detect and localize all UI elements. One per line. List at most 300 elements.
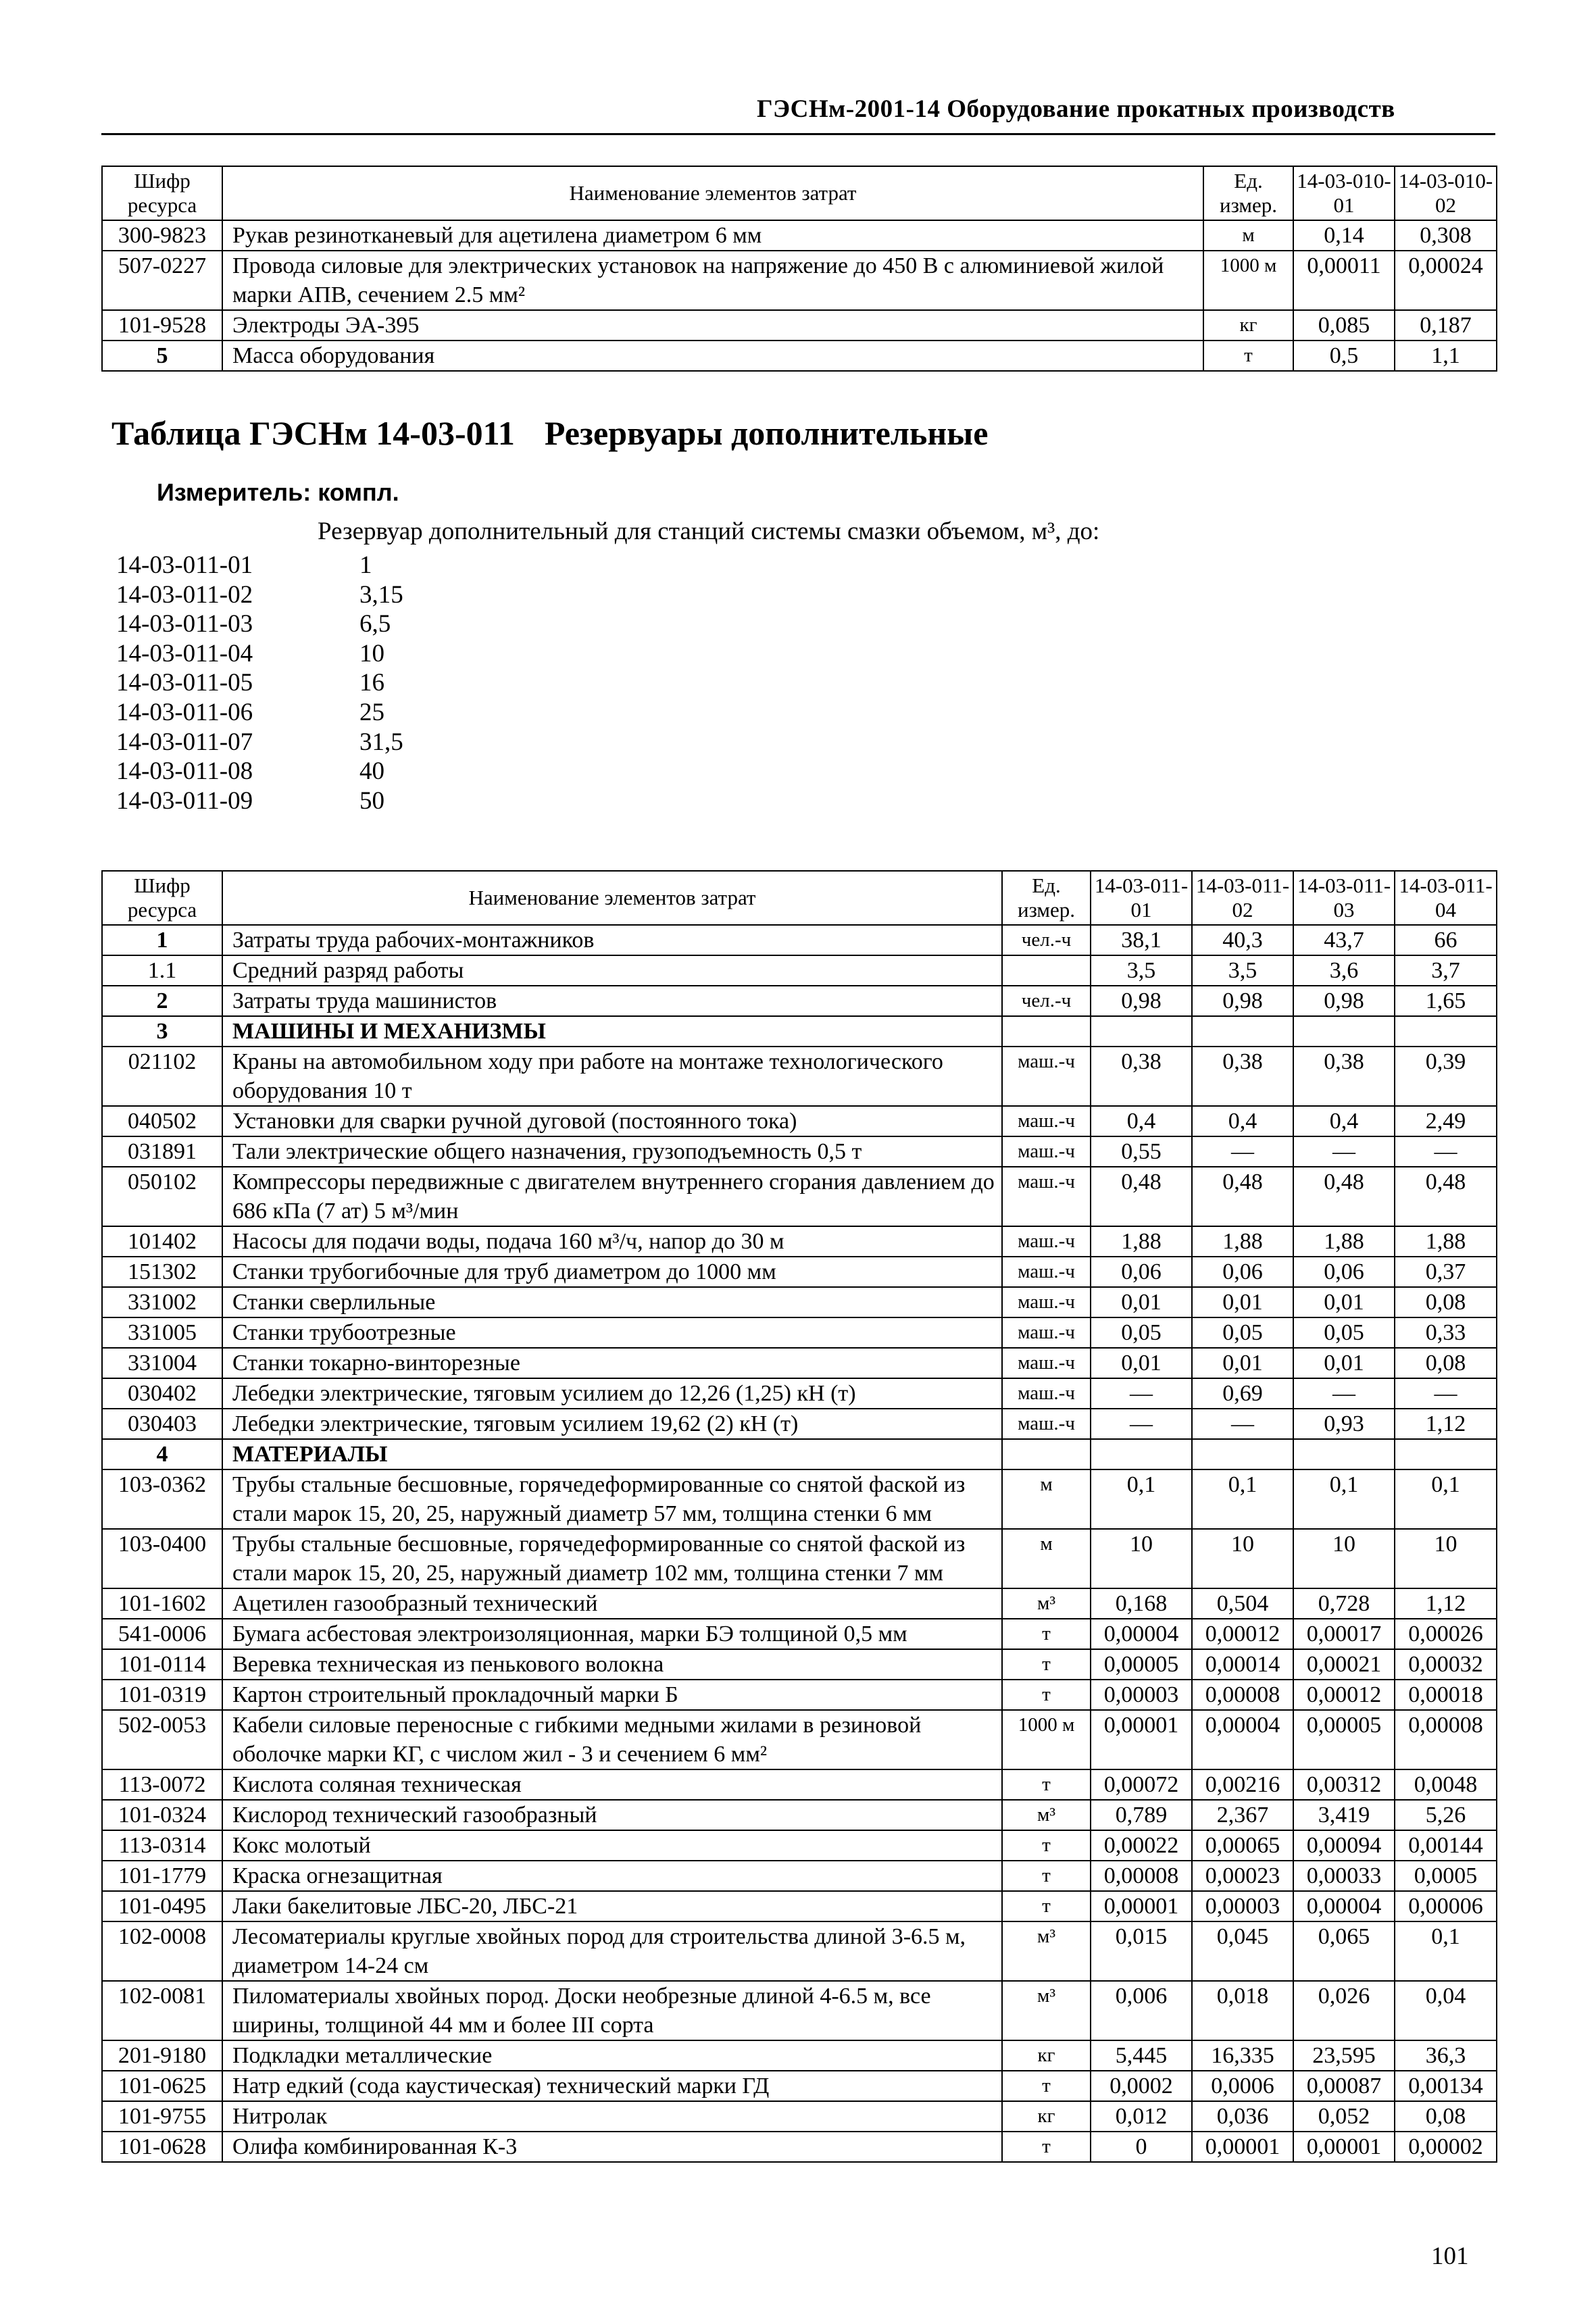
- table-row: [102, 1047, 1497, 1106]
- value-011-03: 3,6: [1293, 955, 1395, 986]
- table-row: [102, 1287, 1497, 1317]
- value-011-01: 0,55: [1091, 1136, 1192, 1167]
- unit: т: [1002, 2132, 1091, 2162]
- value-011-04: 1,12: [1395, 1588, 1497, 1619]
- item-code: 14-03-011-05: [116, 669, 253, 697]
- resource-code: 3: [102, 1016, 222, 1047]
- value-011-02: 40,3: [1192, 925, 1293, 955]
- value-011-04: 2,49: [1395, 1106, 1497, 1136]
- table-title-name: Резервуары дополнительные: [544, 414, 989, 452]
- value-011-03: 0,065: [1293, 1921, 1395, 1981]
- value-011-02: 0,018: [1192, 1981, 1293, 2040]
- resource-code: 101-0319: [102, 1680, 222, 1710]
- unit: т: [1002, 1769, 1091, 1800]
- value-011-01: 0,789: [1091, 1800, 1192, 1830]
- col-header-code: Шифр ресурса: [102, 871, 222, 925]
- resource-code: 031891: [102, 1136, 222, 1167]
- unit: т: [1203, 341, 1293, 371]
- unit: т: [1002, 1680, 1091, 1710]
- unit: 1000 м: [1203, 251, 1293, 310]
- value-011-04: 0,33: [1395, 1317, 1497, 1348]
- value-011-01: 38,1: [1091, 925, 1192, 955]
- value-011-04: 0,00008: [1395, 1710, 1497, 1769]
- value-011-04: 0,00002: [1395, 2132, 1497, 2162]
- value-011-04: 0,00134: [1395, 2071, 1497, 2101]
- resource-name: Станки трубогибочные для труб диаметром до 1000 мм: [222, 1257, 1002, 1287]
- value-011-02: 0,00012: [1192, 1619, 1293, 1649]
- resource-name: Электроды ЭА-395: [222, 310, 1203, 341]
- item-code: 14-03-011-09: [116, 786, 253, 815]
- table-row: [102, 1769, 1497, 1800]
- table-row: [102, 1649, 1497, 1680]
- value-011-04: 0,0005: [1395, 1861, 1497, 1891]
- item-volume: 10: [359, 639, 384, 668]
- value-011-01: 0,00004: [1091, 1619, 1192, 1649]
- value-011-01: 3,5: [1091, 955, 1192, 986]
- resource-name: Насосы для подачи воды, подача 160 м³/ч, напор до 30 м: [222, 1226, 1002, 1257]
- value-011-04: —: [1395, 1136, 1497, 1167]
- unit: кг: [1002, 2040, 1091, 2071]
- resource-code: 1: [102, 925, 222, 955]
- resource-name: Ацетилен газообразный технический: [222, 1588, 1002, 1619]
- resource-code: 300-9823: [102, 220, 222, 251]
- table-row: [102, 1409, 1497, 1439]
- resource-name: Подкладки металлические: [222, 2040, 1002, 2071]
- item-volume: 31,5: [359, 728, 403, 756]
- table-row: [102, 1439, 1497, 1469]
- value-011-03: 3,419: [1293, 1800, 1395, 1830]
- list-item: [116, 551, 403, 580]
- table-row: [102, 220, 1497, 251]
- value-011-01: 0,0002: [1091, 2071, 1192, 2101]
- unit: маш.-ч: [1002, 1317, 1091, 1348]
- table-row: [102, 1016, 1497, 1047]
- resource-name: Кабели силовые переносные с гибкими медными жилами в резиновой оболочке марки КГ, с числом жил - 3 и сечением 6 мм²: [222, 1710, 1002, 1769]
- value-011-02: 0,00001: [1192, 2132, 1293, 2162]
- value-011-04: 0,04: [1395, 1981, 1497, 2040]
- unit: чел.-ч: [1002, 986, 1091, 1016]
- value-011-01: 0,00022: [1091, 1830, 1192, 1861]
- item-volume: 40: [359, 757, 384, 786]
- table-row: [102, 1710, 1497, 1769]
- item-volume: 6,5: [359, 610, 391, 638]
- list-item: [116, 639, 403, 669]
- unit: м³: [1002, 1800, 1091, 1830]
- value-011-03: 0,00312: [1293, 1769, 1395, 1800]
- unit: м³: [1002, 1921, 1091, 1981]
- resource-name: Натр едкий (сода каустическая) технический марки ГД: [222, 2071, 1002, 2101]
- unit: маш.-ч: [1002, 1167, 1091, 1226]
- resource-name: Станки сверлильные: [222, 1287, 1002, 1317]
- value-011-03: 0,728: [1293, 1588, 1395, 1619]
- item-code: 14-03-011-01: [116, 551, 253, 579]
- list-item: [116, 786, 403, 816]
- list-item: [116, 580, 403, 610]
- value-011-01: 0,00003: [1091, 1680, 1192, 1710]
- running-header: ГЭСНм-2001-14 Оборудование прокатных производств: [757, 95, 1395, 123]
- value-011-02: 0,69: [1192, 1378, 1293, 1409]
- resource-name: Рукав резинотканевый для ацетилена диаметром 6 мм: [222, 220, 1203, 251]
- unit: [1002, 1016, 1091, 1047]
- value-011-03: 0,00033: [1293, 1861, 1395, 1891]
- section-description: Резервуар дополнительный для станций системы смазки объемом, м³, до:: [318, 518, 1100, 545]
- unit: 1000 м: [1002, 1710, 1091, 1769]
- value-011-04: 0,37: [1395, 1257, 1497, 1287]
- page-number: 101: [1431, 2242, 1469, 2270]
- unit: м: [1002, 1469, 1091, 1529]
- resource-table-011: [101, 870, 1497, 2163]
- value-011-03: 0,026: [1293, 1981, 1395, 2040]
- resource-code: 4: [102, 1439, 222, 1469]
- col-header-code: Шифр ресурса: [102, 166, 222, 220]
- value-011-01: [1091, 1439, 1192, 1469]
- value-011-01: 0,98: [1091, 986, 1192, 1016]
- value-011-01: 0,01: [1091, 1348, 1192, 1378]
- resource-code: 113-0314: [102, 1830, 222, 1861]
- table-row: [102, 1800, 1497, 1830]
- value-011-04: 0,00006: [1395, 1891, 1497, 1921]
- value-011-04: 1,65: [1395, 986, 1497, 1016]
- value-011-04: 0,1: [1395, 1921, 1497, 1981]
- section-heading: МАШИНЫ И МЕХАНИЗМЫ: [222, 1016, 1002, 1047]
- table-row: [102, 986, 1497, 1016]
- value-011-02: 0,00003: [1192, 1891, 1293, 1921]
- value-011-03: 0,00021: [1293, 1649, 1395, 1680]
- unit: маш.-ч: [1002, 1287, 1091, 1317]
- value-011-01: 0,4: [1091, 1106, 1192, 1136]
- table-row: [102, 1136, 1497, 1167]
- value-011-03: 0,052: [1293, 2101, 1395, 2132]
- item-code: 14-03-011-03: [116, 610, 253, 638]
- col-header-010-01: 14-03-010-01: [1293, 166, 1395, 220]
- value-011-02: 10: [1192, 1529, 1293, 1588]
- value-011-04: 0,0048: [1395, 1769, 1497, 1800]
- value-011-04: [1395, 1439, 1497, 1469]
- item-code: 14-03-011-07: [116, 728, 253, 756]
- value-011-01: 5,445: [1091, 2040, 1192, 2071]
- code-list: [116, 551, 403, 815]
- value-011-03: 0,98: [1293, 986, 1395, 1016]
- item-volume: 16: [359, 669, 384, 697]
- col-header-name: Наименование элементов затрат: [222, 166, 1203, 220]
- unit: т: [1002, 2071, 1091, 2101]
- section-heading: МАТЕРИАЛЫ: [222, 1439, 1002, 1469]
- value-011-03: 0,4: [1293, 1106, 1395, 1136]
- resource-name: Кислота соляная техническая: [222, 1769, 1002, 1800]
- table-row: [102, 955, 1497, 986]
- value-011-02: —: [1192, 1136, 1293, 1167]
- unit: м: [1002, 1529, 1091, 1588]
- resource-name: Веревка техническая из пенькового волокна: [222, 1649, 1002, 1680]
- resource-name: Кокс молотый: [222, 1830, 1002, 1861]
- value-011-01: 0,38: [1091, 1047, 1192, 1106]
- resource-name: Средний разряд работы: [222, 955, 1002, 986]
- value-011-03: 0,00005: [1293, 1710, 1395, 1769]
- value-011-01: 0,012: [1091, 2101, 1192, 2132]
- value-011-02: 0,504: [1192, 1588, 1293, 1619]
- value-011-03: 0,06: [1293, 1257, 1395, 1287]
- resource-code: 102-0081: [102, 1981, 222, 2040]
- table-row: [102, 1317, 1497, 1348]
- unit: маш.-ч: [1002, 1409, 1091, 1439]
- resource-code: 103-0362: [102, 1469, 222, 1529]
- value-011-04: 0,00018: [1395, 1680, 1497, 1710]
- value-011-03: 0,00012: [1293, 1680, 1395, 1710]
- resource-code: 021102: [102, 1047, 222, 1106]
- value-011-03: 43,7: [1293, 925, 1395, 955]
- value-011-04: 0,08: [1395, 1348, 1497, 1378]
- value-011-04: —: [1395, 1378, 1497, 1409]
- header-rule: [101, 133, 1495, 135]
- resource-name: Лаки бакелитовые ЛБС-20, ЛБС-21: [222, 1891, 1002, 1921]
- table-row: [102, 1167, 1497, 1226]
- resource-code: 050102: [102, 1167, 222, 1226]
- table-title: [111, 413, 988, 453]
- resource-name: Тали электрические общего назначения, грузоподъемность 0,5 т: [222, 1136, 1002, 1167]
- col-header-unit: Ед. измер.: [1203, 166, 1293, 220]
- col-header-011-04: 14-03-011-04: [1395, 871, 1497, 925]
- value-010-01: 0,14: [1293, 220, 1395, 251]
- value-011-04: 1,12: [1395, 1409, 1497, 1439]
- value-011-01: 0,00005: [1091, 1649, 1192, 1680]
- resource-name: Затраты труда машинистов: [222, 986, 1002, 1016]
- value-011-03: 0,1: [1293, 1469, 1395, 1529]
- col-header-name: Наименование элементов затрат: [222, 871, 1002, 925]
- value-011-03: 0,00017: [1293, 1619, 1395, 1649]
- value-011-04: 0,08: [1395, 1287, 1497, 1317]
- resource-table-010: [101, 166, 1497, 372]
- value-011-01: 1,88: [1091, 1226, 1192, 1257]
- value-011-01: 0,00072: [1091, 1769, 1192, 1800]
- resource-code: 507-0227: [102, 251, 222, 310]
- value-011-02: 0,00065: [1192, 1830, 1293, 1861]
- unit: маш.-ч: [1002, 1136, 1091, 1167]
- value-011-02: 0,01: [1192, 1348, 1293, 1378]
- value-011-03: [1293, 1439, 1395, 1469]
- table-row: [102, 310, 1497, 341]
- value-011-03: 1,88: [1293, 1226, 1395, 1257]
- unit: т: [1002, 1861, 1091, 1891]
- value-011-02: 0,00216: [1192, 1769, 1293, 1800]
- value-011-04: 3,7: [1395, 955, 1497, 986]
- unit: т: [1002, 1619, 1091, 1649]
- value-011-03: [1293, 1016, 1395, 1047]
- unit: м³: [1002, 1588, 1091, 1619]
- value-011-04: 0,00032: [1395, 1649, 1497, 1680]
- resource-name: Лебедки электрические, тяговым усилием 19,62 (2) кН (т): [222, 1409, 1002, 1439]
- item-volume: 3,15: [359, 580, 403, 609]
- resource-code: 5: [102, 341, 222, 371]
- resource-name: Краска огнезащитная: [222, 1861, 1002, 1891]
- resource-name: Станки токарно-винторезные: [222, 1348, 1002, 1378]
- value-011-04: 36,3: [1395, 2040, 1497, 2071]
- table-row: [102, 2132, 1497, 2162]
- value-011-03: 0,00094: [1293, 1830, 1395, 1861]
- unit: т: [1002, 1891, 1091, 1921]
- item-code: 14-03-011-02: [116, 580, 253, 609]
- value-011-03: 0,00001: [1293, 2132, 1395, 2162]
- list-item: [116, 728, 403, 757]
- resource-name: Лесоматериалы круглые хвойных пород для строительства длиной 3-6.5 м, диаметром 14-24 см: [222, 1921, 1002, 1981]
- value-011-01: 0,06: [1091, 1257, 1192, 1287]
- table-row: [102, 1588, 1497, 1619]
- list-item: [116, 668, 403, 698]
- resource-name: Олифа комбинированная К-3: [222, 2132, 1002, 2162]
- resource-name: Краны на автомобильном ходу при работе на монтаже технологического оборудования 10 т: [222, 1047, 1002, 1106]
- resource-code: 541-0006: [102, 1619, 222, 1649]
- value-011-01: 10: [1091, 1529, 1192, 1588]
- resource-code: 101-0628: [102, 2132, 222, 2162]
- value-011-02: 0,98: [1192, 986, 1293, 1016]
- value-011-01: 0,01: [1091, 1287, 1192, 1317]
- value-011-03: 0,48: [1293, 1167, 1395, 1226]
- value-011-03: 0,00004: [1293, 1891, 1395, 1921]
- value-011-04: 66: [1395, 925, 1497, 955]
- unit: маш.-ч: [1002, 1226, 1091, 1257]
- table-row: [102, 1529, 1497, 1588]
- resource-code: 101-1779: [102, 1861, 222, 1891]
- resource-name: Затраты труда рабочих-монтажников: [222, 925, 1002, 955]
- resource-code: 101-0114: [102, 1649, 222, 1680]
- resource-code: 103-0400: [102, 1529, 222, 1588]
- resource-name: Провода силовые для электрических установок на напряжение до 450 В с алюминиевой жилой марки АПВ, сечением 2.5 мм²: [222, 251, 1203, 310]
- value-011-02: 0,38: [1192, 1047, 1293, 1106]
- resource-name: Трубы стальные бесшовные, горячедеформированные со снятой фаской из стали марок 15, 20, 25, наружный диаметр 102 мм, толщина стенки 7 мм: [222, 1529, 1002, 1588]
- table-row: [102, 1861, 1497, 1891]
- value-011-02: 0,045: [1192, 1921, 1293, 1981]
- table-row: [102, 1981, 1497, 2040]
- table-row: [102, 1257, 1497, 1287]
- value-011-03: 0,93: [1293, 1409, 1395, 1439]
- value-010-02: 1,1: [1395, 341, 1497, 371]
- value-011-02: 0,48: [1192, 1167, 1293, 1226]
- resource-name: Трубы стальные бесшовные, горячедеформированные со снятой фаской из стали марок 15, 20, 25, наружный диаметр 57 мм, толщина стенки 6 мм: [222, 1469, 1002, 1529]
- resource-code: 101-1602: [102, 1588, 222, 1619]
- value-011-02: 0,00014: [1192, 1649, 1293, 1680]
- value-011-02: 0,1: [1192, 1469, 1293, 1529]
- value-010-02: 0,187: [1395, 310, 1497, 341]
- value-011-03: 0,38: [1293, 1047, 1395, 1106]
- value-011-04: 5,26: [1395, 1800, 1497, 1830]
- resource-code: 101-0625: [102, 2071, 222, 2101]
- value-011-04: 0,00144: [1395, 1830, 1497, 1861]
- value-011-02: 3,5: [1192, 955, 1293, 986]
- table-row: [102, 251, 1497, 310]
- value-011-02: 1,88: [1192, 1226, 1293, 1257]
- resource-code: 331005: [102, 1317, 222, 1348]
- unit: маш.-ч: [1002, 1047, 1091, 1106]
- table-row: [102, 341, 1497, 371]
- value-011-01: 0,015: [1091, 1921, 1192, 1981]
- unit: т: [1002, 1830, 1091, 1861]
- col-header-011-02: 14-03-011-02: [1192, 871, 1293, 925]
- item-volume: 1: [359, 551, 372, 579]
- table-row: [102, 1378, 1497, 1409]
- table-row: [102, 2071, 1497, 2101]
- table-row: [102, 1619, 1497, 1649]
- value-011-02: 0,05: [1192, 1317, 1293, 1348]
- table-row: [102, 1921, 1497, 1981]
- table-row: [102, 1680, 1497, 1710]
- table-row: [102, 2101, 1497, 2132]
- resource-code: 331002: [102, 1287, 222, 1317]
- value-011-02: 0,00008: [1192, 1680, 1293, 1710]
- resource-code: 331004: [102, 1348, 222, 1378]
- col-header-010-02: 14-03-010-02: [1395, 166, 1497, 220]
- value-011-01: 0,168: [1091, 1588, 1192, 1619]
- resource-code: 101-9528: [102, 310, 222, 341]
- col-header-011-03: 14-03-011-03: [1293, 871, 1395, 925]
- unit: м³: [1002, 1981, 1091, 2040]
- resource-name: Лебедки электрические, тяговым усилием до 12,26 (1,25) кН (т): [222, 1378, 1002, 1409]
- resource-name: Нитролак: [222, 2101, 1002, 2132]
- unit: [1002, 955, 1091, 986]
- value-011-03: 0,01: [1293, 1348, 1395, 1378]
- value-011-01: 0,00008: [1091, 1861, 1192, 1891]
- resource-name: Кислород технический газообразный: [222, 1800, 1002, 1830]
- unit: маш.-ч: [1002, 1378, 1091, 1409]
- value-011-01: 0: [1091, 2132, 1192, 2162]
- resource-name: Станки трубоотрезные: [222, 1317, 1002, 1348]
- list-item: [116, 757, 403, 786]
- value-011-01: 0,48: [1091, 1167, 1192, 1226]
- table-row: [102, 1830, 1497, 1861]
- value-011-03: —: [1293, 1378, 1395, 1409]
- value-011-01: 0,1: [1091, 1469, 1192, 1529]
- table-row: [102, 2040, 1497, 2071]
- value-011-02: [1192, 1439, 1293, 1469]
- value-011-03: 23,595: [1293, 2040, 1395, 2071]
- resource-name: Компрессоры передвижные с двигателем внутреннего сгорания давлением до 686 кПа (7 ат) 5 м³/мин: [222, 1167, 1002, 1226]
- resource-code: 040502: [102, 1106, 222, 1136]
- measure-unit: Измеритель: компл.: [157, 478, 399, 506]
- unit: маш.-ч: [1002, 1348, 1091, 1378]
- resource-code: 030403: [102, 1409, 222, 1439]
- unit: кг: [1203, 310, 1293, 341]
- resource-code: 502-0053: [102, 1710, 222, 1769]
- unit: маш.-ч: [1002, 1257, 1091, 1287]
- value-011-01: 0,05: [1091, 1317, 1192, 1348]
- value-011-01: 0,006: [1091, 1981, 1192, 2040]
- unit: чел.-ч: [1002, 925, 1091, 955]
- table-row: [102, 1469, 1497, 1529]
- value-011-03: 10: [1293, 1529, 1395, 1588]
- resource-code: 101-9755: [102, 2101, 222, 2132]
- value-011-03: 0,05: [1293, 1317, 1395, 1348]
- value-011-04: [1395, 1016, 1497, 1047]
- value-011-02: 0,4: [1192, 1106, 1293, 1136]
- unit: м: [1203, 220, 1293, 251]
- resource-code: 113-0072: [102, 1769, 222, 1800]
- value-011-02: [1192, 1016, 1293, 1047]
- value-011-02: 0,00023: [1192, 1861, 1293, 1891]
- value-011-02: 16,335: [1192, 2040, 1293, 2071]
- resource-name: Бумага асбестовая электроизоляционная, марки БЭ толщиной 0,5 мм: [222, 1619, 1002, 1649]
- col-header-011-01: 14-03-011-01: [1091, 871, 1192, 925]
- item-volume: 25: [359, 698, 384, 726]
- col-header-unit: Ед. измер.: [1002, 871, 1091, 925]
- value-011-04: 0,08: [1395, 2101, 1497, 2132]
- value-011-04: 1,88: [1395, 1226, 1497, 1257]
- value-011-01: —: [1091, 1409, 1192, 1439]
- value-011-02: 0,0006: [1192, 2071, 1293, 2101]
- resource-code: 2: [102, 986, 222, 1016]
- value-010-01: 0,5: [1293, 341, 1395, 371]
- unit: [1002, 1439, 1091, 1469]
- value-011-04: 0,48: [1395, 1167, 1497, 1226]
- value-010-02: 0,00024: [1395, 251, 1497, 310]
- table-row: [102, 1106, 1497, 1136]
